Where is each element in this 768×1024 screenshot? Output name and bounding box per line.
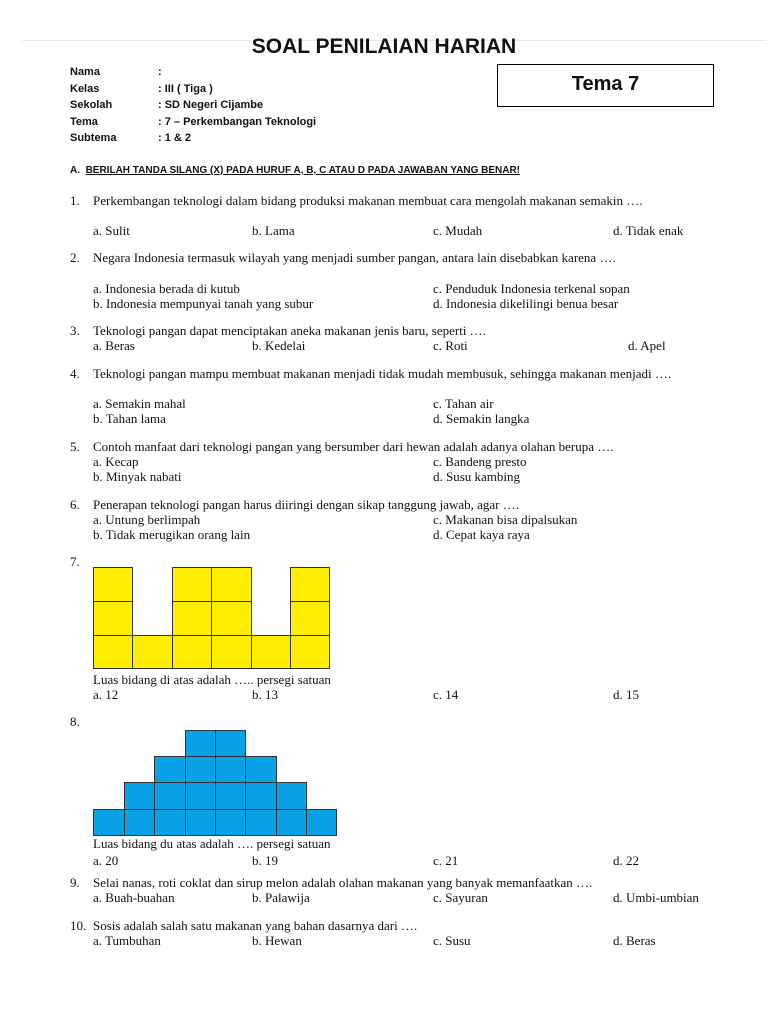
option-c[interactable]: c. Penduduk Indonesia terkenal sopan — [433, 281, 630, 296]
option-b[interactable]: b. Hewan — [252, 933, 302, 948]
info-row-kelas — [70, 81, 316, 98]
shape-cell — [172, 601, 212, 636]
shape-cell — [124, 809, 155, 836]
info-value: : — [158, 66, 162, 78]
option-d[interactable]: d. Semakin langka — [433, 411, 530, 426]
info-value: : III ( Tiga ) — [158, 82, 213, 95]
question-number: 9. — [70, 875, 80, 890]
option-c[interactable]: c. Bandeng presto — [433, 454, 527, 469]
option-b[interactable]: b. Tidak merugikan orang lain — [93, 527, 251, 542]
option-b[interactable]: b. Indonesia mempunyai tanah yang subur — [93, 296, 314, 311]
shape-cell — [172, 567, 212, 602]
instruction — [70, 165, 520, 176]
info-value: : 1 & 2 — [158, 132, 192, 144]
info-label: Sekolah — [70, 99, 113, 111]
shape-cell — [245, 756, 277, 783]
question-number: 6. — [70, 497, 80, 512]
option-d[interactable]: d. 15 — [613, 687, 639, 702]
shape-cell — [93, 567, 133, 602]
shape-cell — [290, 567, 330, 602]
option-c[interactable]: c. Mudah — [433, 223, 483, 238]
question-text: Contoh manfaat dari teknologi pangan yang bersumber dari hewan adalah adanya olahan berupa …. — [93, 439, 614, 454]
question-text: Teknologi pangan mampu membuat makanan menjadi tidak mudah membusuk, sehingga makanan menjadi …. — [93, 366, 672, 381]
info-row-tema — [70, 114, 316, 131]
question-number: 4. — [70, 366, 80, 381]
option-b[interactable]: b. Tahan lama — [93, 411, 166, 426]
shape-cell — [215, 782, 246, 810]
question-text: Luas bidang di atas adalah ….. persegi satuan — [93, 672, 331, 687]
instruction-prefix: A. — [70, 165, 80, 176]
option-a[interactable]: a. Untung berlimpah — [93, 512, 201, 527]
shape-cell — [93, 635, 133, 669]
tema-box — [497, 64, 714, 107]
option-b[interactable]: b. Lama — [252, 223, 295, 238]
question-text: Sosis adalah salah satu makanan yang bahan dasarnya dari …. — [93, 918, 418, 933]
shape-cell — [93, 809, 125, 836]
info-row-sekolah — [70, 97, 316, 114]
question-text: Luas bidang du atas adalah …. persegi satuan — [93, 836, 331, 851]
q7-yellow-shape — [93, 567, 330, 669]
shape-cell — [306, 809, 337, 836]
question-number: 7. — [70, 554, 80, 569]
info-label: Tema — [70, 115, 98, 128]
question-number: 3. — [70, 323, 80, 338]
option-b[interactable]: b. 19 — [252, 853, 278, 868]
shape-cell — [185, 756, 216, 783]
option-c[interactable]: c. Susu — [433, 933, 471, 948]
option-c[interactable]: c. 14 — [433, 687, 459, 702]
option-c[interactable]: c. 21 — [433, 853, 459, 868]
option-d[interactable]: d. Beras — [613, 933, 656, 948]
option-d[interactable]: d. 22 — [613, 853, 639, 868]
shape-cell — [211, 635, 252, 669]
shape-cell — [290, 635, 330, 669]
shape-cell — [185, 809, 216, 836]
option-a[interactable]: a. Indonesia berada di kutub — [93, 281, 240, 296]
option-c[interactable]: c. Makanan bisa dipalsukan — [433, 512, 578, 527]
shape-cell — [276, 809, 307, 836]
shape-cell — [154, 756, 186, 783]
option-c[interactable]: c. Roti — [433, 338, 468, 353]
info-row-nama — [70, 64, 316, 81]
shape-cell — [154, 809, 186, 836]
option-b[interactable]: b. Minyak nabati — [93, 469, 182, 484]
question-text: Perkembangan teknologi dalam bidang produksi makanan membuat cara mengolah makanan semakin …. — [93, 193, 643, 208]
option-b[interactable]: b. 13 — [252, 687, 278, 702]
question-text: Teknologi pangan dapat menciptakan aneka makanan jenis baru, seperti …. — [93, 323, 486, 338]
student-info — [70, 64, 316, 147]
option-d[interactable]: d. Indonesia dikelilingi benua besar — [433, 296, 619, 311]
question-number: 1. — [70, 193, 80, 208]
instruction-text: BERILAH TANDA SILANG (X) PADA HURUF A, B, C ATAU D PADA JAWABAN YANG BENAR! — [85, 165, 521, 176]
option-a[interactable]: a. Semakin mahal — [93, 396, 186, 411]
shape-cell — [93, 601, 133, 636]
question-text: Penerapan teknologi pangan harus diiringi dengan sikap tanggung jawab, agar …. — [93, 497, 519, 512]
option-a[interactable]: a. Kecap — [93, 454, 139, 469]
info-label: Subtema — [70, 132, 117, 144]
shape-cell — [172, 635, 212, 669]
option-b[interactable]: b. Kedelai — [252, 338, 306, 353]
option-c[interactable]: c. Tahan air — [433, 396, 494, 411]
shape-cell — [211, 567, 252, 602]
shape-cell — [215, 756, 246, 783]
option-b[interactable]: b. Palawija — [252, 890, 310, 905]
option-d[interactable]: d. Apel — [628, 338, 666, 353]
shape-cell — [251, 635, 291, 669]
info-label: Nama — [70, 66, 100, 78]
question-number: 8. — [70, 714, 80, 729]
shape-cell — [215, 809, 246, 836]
question-number: 5. — [70, 439, 80, 454]
shape-cell — [290, 601, 330, 636]
option-d[interactable]: d. Umbi-umbian — [613, 890, 699, 905]
question-number: 10. — [70, 918, 87, 933]
info-value: : 7 – Perkembangan Teknologi — [158, 115, 317, 128]
page-title: SOAL PENILAIAN HARIAN — [251, 35, 517, 58]
shape-cell — [245, 809, 277, 836]
option-a[interactable]: a. Buah-buahan — [93, 890, 175, 905]
option-a[interactable]: a. 20 — [93, 853, 119, 868]
shape-cell — [211, 601, 252, 636]
shape-cell — [154, 782, 186, 810]
info-label: Kelas — [70, 82, 100, 95]
info-row-subtema — [70, 130, 316, 147]
option-d[interactable]: d. Tidak enak — [613, 223, 684, 238]
option-c[interactable]: c. Sayuran — [433, 890, 488, 905]
shape-cell — [215, 730, 246, 757]
question-text: Negara Indonesia termasuk wilayah yang menjadi sumber pangan, antara lain disebabkan karena …. — [93, 250, 616, 265]
option-d[interactable]: d. Cepat kaya raya — [433, 527, 530, 542]
shape-cell — [124, 782, 155, 810]
shape-cell — [132, 635, 173, 669]
info-value: : SD Negeri Cijambe — [158, 99, 264, 111]
question-text: Selai nanas, roti coklat dan sirup melon adalah olahan makanan yang banyak memanfaatkan …. — [93, 875, 593, 890]
tema-label: Tema 7 — [571, 73, 640, 95]
option-a[interactable]: a. Sulit — [93, 223, 130, 238]
q8-blue-shape — [93, 730, 337, 836]
option-a[interactable]: a. Beras — [93, 338, 135, 353]
shape-cell — [245, 782, 277, 810]
option-a[interactable]: a. 12 — [93, 687, 119, 702]
shape-cell — [185, 782, 216, 810]
shape-cell — [276, 782, 307, 810]
shape-cell — [185, 730, 216, 757]
option-a[interactable]: a. Tumbuhan — [93, 933, 161, 948]
option-d[interactable]: d. Susu kambing — [433, 469, 521, 484]
question-number: 2. — [70, 250, 80, 265]
